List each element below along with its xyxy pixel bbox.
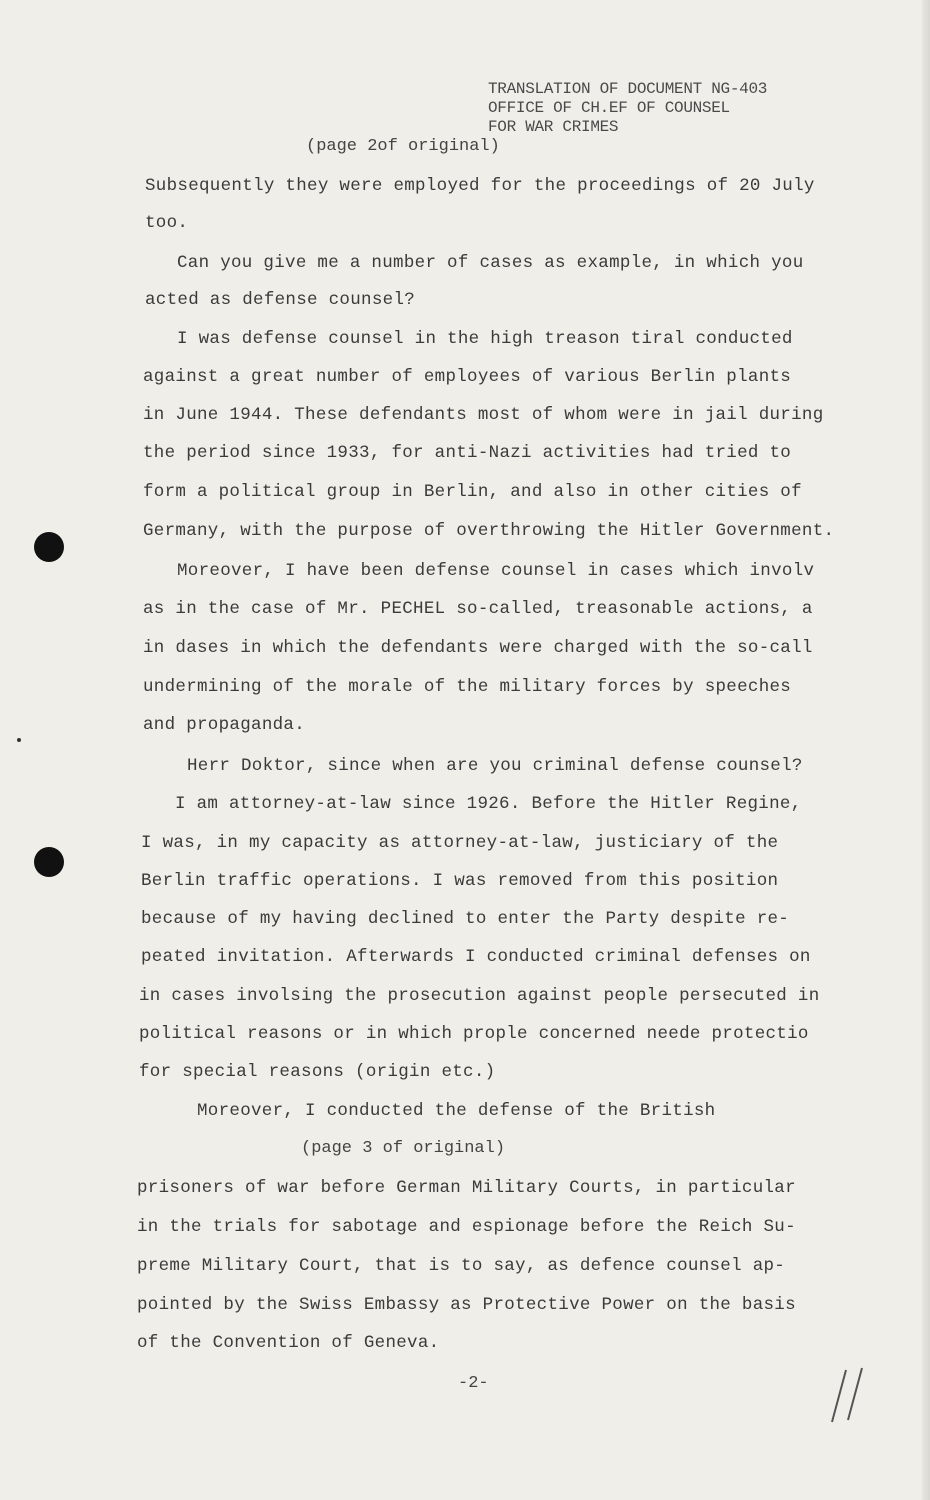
double-slash-mark [826,1362,870,1428]
page-number: -2- [458,1374,489,1393]
original-page-note-mid: (page 3 of original) [301,1139,506,1158]
document-header [488,80,767,137]
body-line: I am attorney-at-law since 1926. Before the Hitler Regine, [175,794,802,814]
body-line: I was defense counsel in the high treason tiral conducted [177,329,793,349]
body-line: as in the case of Mr. PECHEL so-called, treasonable actions, a [143,599,813,619]
body-line: prisoners of war before German Military Courts, in particular [137,1178,796,1198]
body-line: Moreover, I conducted the defense of the British [197,1101,716,1121]
ink-speck [17,738,21,742]
header-line-2: OFFICE OF CH.EF OF COUNSEL [488,99,730,117]
header-line-1: TRANSLATION OF DOCUMENT NG-403 [488,80,768,98]
body-line: Subsequently they were employed for the proceedings of 20 July [145,176,815,196]
body-line: political reasons or in which prople concerned neede protectio [139,1024,809,1044]
body-line: in cases involsing the prosecution against people persecuted in [139,986,820,1006]
header-line-3: FOR WAR CRIMES [488,118,619,136]
body-line: Berlin traffic operations. I was removed from this position [141,871,779,891]
body-line: Can you give me a number of cases as example, in which you [177,253,804,273]
body-line: undermining of the morale of the military forces by speeches [143,677,792,697]
body-line: the period since 1933, for anti-Nazi activities had tried to [143,443,792,463]
body-line: in the trials for sabotage and espionage before the Reich Su- [137,1217,796,1237]
punch-hole [34,847,64,877]
body-line: peated invitation. Afterwards I conducted criminal defenses on [141,947,811,967]
body-line: Moreover, I have been defense counsel in cases which involv [177,561,815,581]
original-page-note-top: (page 2of original) [306,137,500,156]
body-line: pointed by the Swiss Embassy as Protective Power on the basis [137,1295,796,1315]
body-line: against a great number of employees of various Berlin plants [143,367,792,387]
body-line: Germany, with the purpose of overthrowing the Hitler Government. [143,521,835,541]
body-line: in June 1944. These defendants most of whom were in jail during [143,405,824,425]
body-line: because of my having declined to enter the Party despite re- [141,909,790,929]
punch-hole [34,532,64,562]
body-line: and propaganda. [143,715,306,735]
body-line: in dases in which the defendants were charged with the so-call [143,638,813,658]
body-line: for special reasons (origin etc.) [139,1062,496,1082]
body-line: of the Convention of Geneva. [137,1333,440,1353]
body-line: preme Military Court, that is to say, as defence counsel ap- [137,1256,786,1276]
paper-edge [922,0,930,1500]
body-line: I was, in my capacity as attorney-at-law, justiciary of the [141,833,779,853]
body-line: Herr Doktor, since when are you criminal defense counsel? [187,756,803,776]
body-line: form a political group in Berlin, and also in other cities of [143,482,802,502]
body-line: acted as defense counsel? [145,290,416,310]
body-line: too. [145,213,189,233]
